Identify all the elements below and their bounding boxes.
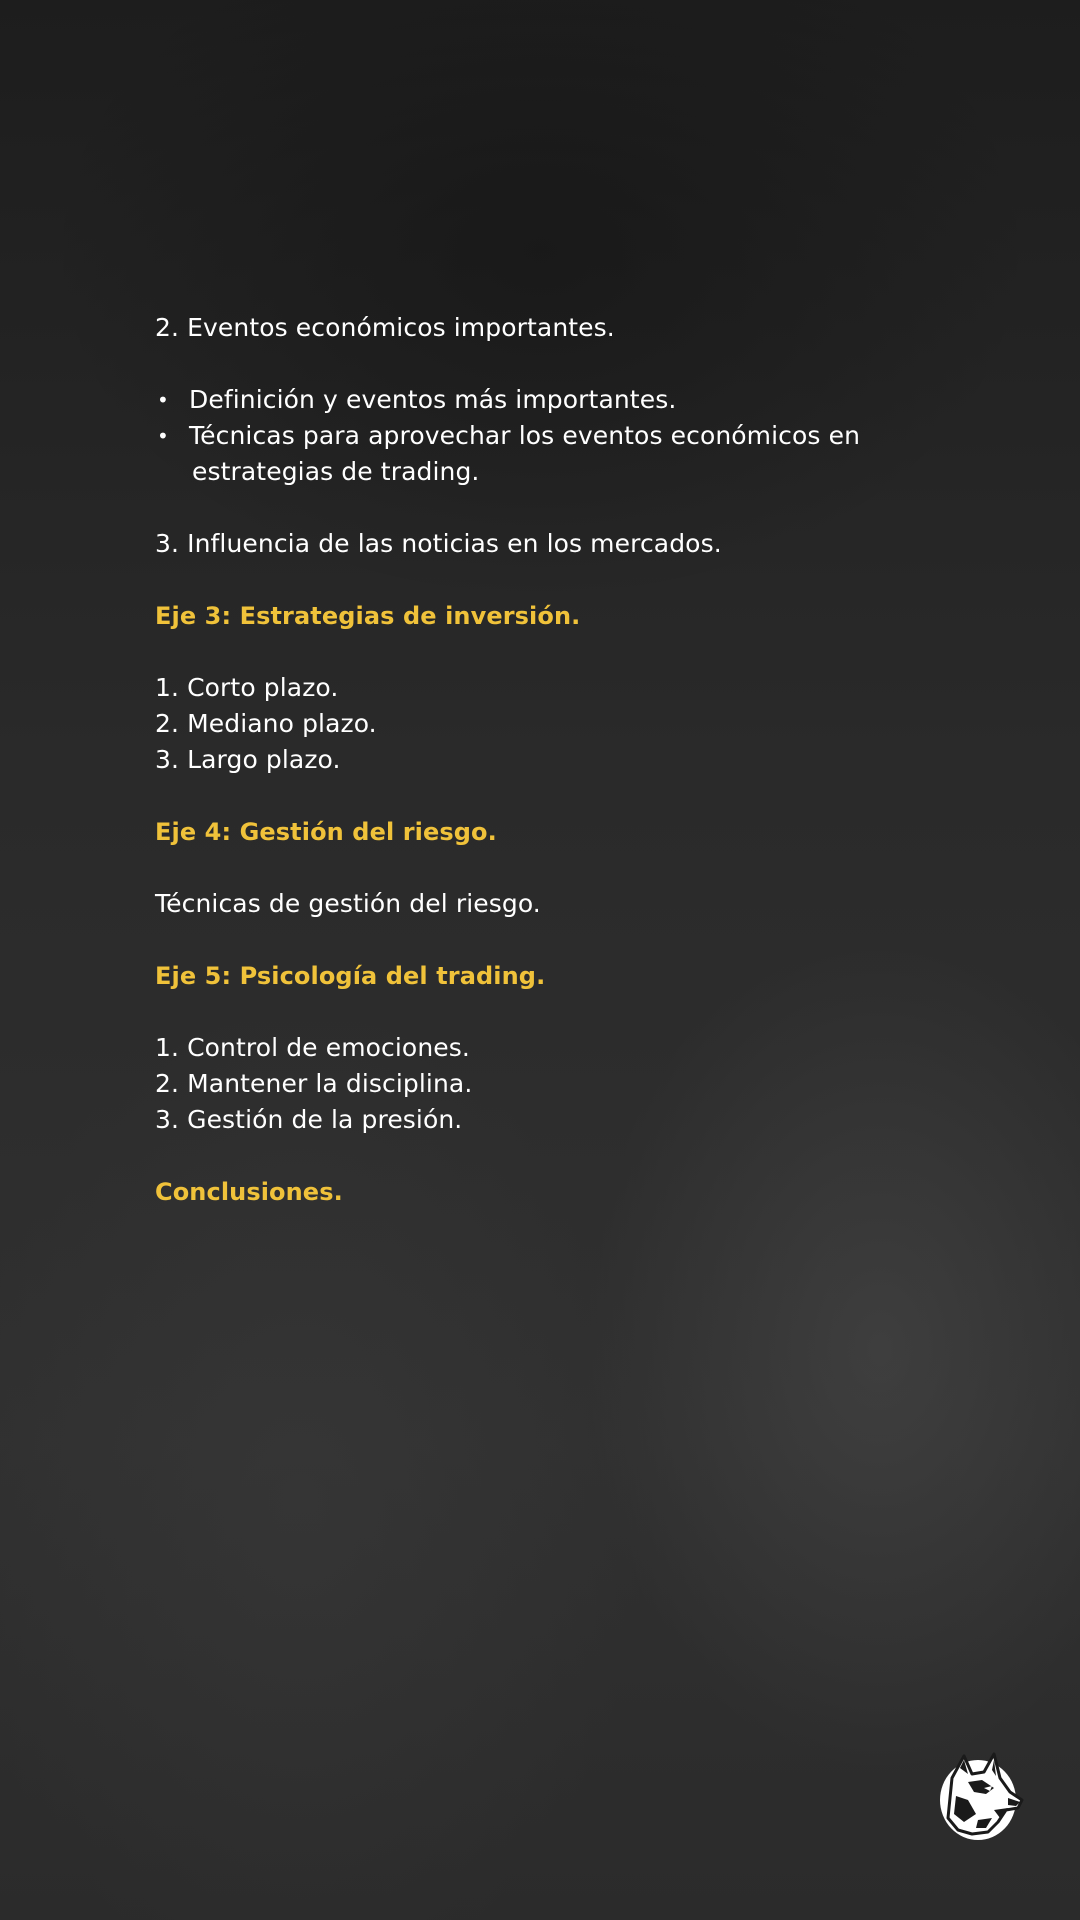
document-content — [155, 310, 935, 1210]
list-item-text: Técnicas para aprovechar los eventos económicos en — [189, 421, 861, 450]
wolf-head-icon — [938, 1748, 1024, 1842]
list-item: 1. Control de emociones. — [155, 1033, 470, 1062]
list-item-text: Definición y eventos más importantes. — [189, 385, 677, 414]
list-item — [155, 418, 935, 454]
bullet-icon: • — [157, 388, 169, 412]
section-title-news-influence: 3. Influencia de las noticias en los mercados. — [155, 529, 722, 558]
list-item: 2. Mediano plazo. — [155, 709, 377, 738]
list-item: 3. Gestión de la presión. — [155, 1105, 463, 1134]
list-item: 2. Mantener la disciplina. — [155, 1069, 473, 1098]
list-item: 1. Corto plazo. — [155, 673, 339, 702]
section-title-economic-events: 2. Eventos económicos importantes. — [155, 313, 615, 342]
paragraph-risk: Técnicas de gestión del riesgo. — [155, 889, 541, 918]
heading-conclusions: Conclusiones. — [155, 1178, 343, 1206]
list-item: 3. Largo plazo. — [155, 745, 341, 774]
bullet-icon: • — [157, 424, 169, 448]
list-item — [155, 382, 935, 418]
heading-eje-3: Eje 3: Estrategias de inversión. — [155, 602, 581, 630]
heading-eje-4: Eje 4: Gestión del riesgo. — [155, 818, 497, 846]
list-item-continuation: estrategias de trading. — [192, 457, 480, 486]
heading-eje-5: Eje 5: Psicología del trading. — [155, 962, 546, 990]
